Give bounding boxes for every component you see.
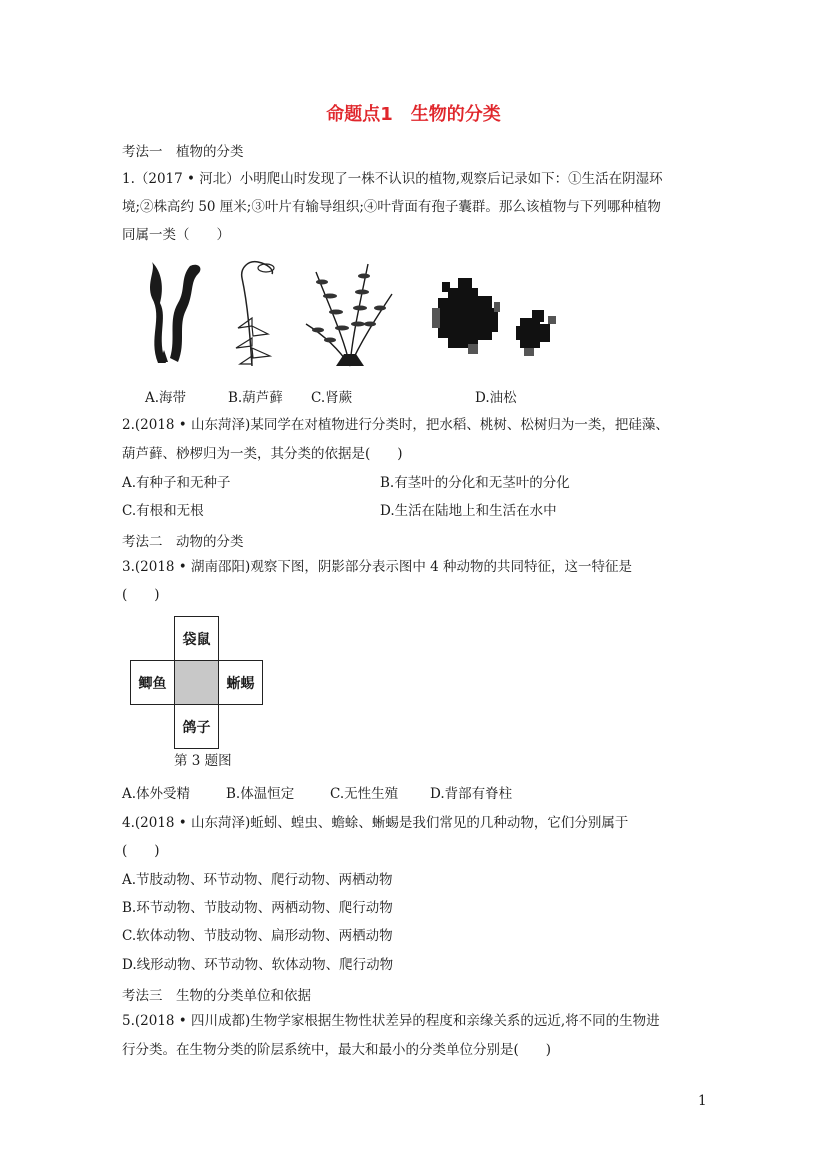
section-heading-classification-units: 考法三 生物的分类单位和依据 bbox=[122, 988, 311, 1004]
q3-option-d: D.背部有脊柱 bbox=[430, 786, 513, 802]
q4-option-a: A.节肢动物、环节动物、爬行动物、两栖动物 bbox=[122, 872, 393, 888]
cell-crucian-carp: 鲫鱼 bbox=[130, 660, 175, 705]
section-heading-plants: 考法一 植物的分类 bbox=[122, 144, 244, 160]
pine-icon bbox=[428, 268, 568, 363]
cell-lizard: 蜥蜴 bbox=[218, 660, 263, 705]
q3-text-line2: ( ) bbox=[122, 587, 160, 603]
kelp-icon bbox=[138, 258, 208, 368]
q4-option-b: B.环节动物、节肢动物、两栖动物、爬行动物 bbox=[122, 900, 393, 916]
q1-option-b: B.葫芦藓 bbox=[228, 390, 283, 406]
q4-text-line2: ( ) bbox=[122, 843, 160, 859]
q1-text-line3: 同属一类（ ） bbox=[122, 227, 230, 243]
page-title: 命题点1 生物的分类 bbox=[326, 104, 501, 125]
fern-icon bbox=[300, 258, 400, 370]
q2-option-c: C.有根和无根 bbox=[122, 503, 204, 519]
q1-option-a: A.海带 bbox=[145, 390, 187, 406]
q3-option-b: B.体温恒定 bbox=[226, 786, 295, 802]
section-heading-animals: 考法二 动物的分类 bbox=[122, 534, 244, 550]
q2-option-d: D.生活在陆地上和生活在水中 bbox=[380, 503, 557, 519]
q4-option-d: D.线形动物、环节动物、软体动物、爬行动物 bbox=[122, 957, 394, 973]
q2-option-a: A.有种子和无种子 bbox=[122, 475, 231, 491]
cell-kangaroo: 袋鼠 bbox=[174, 616, 219, 661]
q4-option-c: C.软体动物、节肢动物、扁形动物、两栖动物 bbox=[122, 928, 393, 944]
q2-text-line1: 2.(2018 • 山东菏泽)某同学在对植物进行分类时，把水稻、桃树、松树归为一类，把硅藻、 bbox=[122, 417, 669, 433]
q1-option-d: D.油松 bbox=[475, 390, 517, 406]
q4-text-line1: 4.(2018 • 山东菏泽)蚯蚓、蝗虫、蟾蜍、蜥蜴是我们常见的几种动物，它们分别属于 bbox=[122, 815, 629, 831]
q3-text-line1: 3.(2018 • 湖南邵阳)观察下图，阴影部分表示图中 4 种动物的共同特征，这一特征是 bbox=[122, 559, 632, 575]
moss-icon bbox=[228, 256, 280, 371]
q3-figure-caption: 第 3 题图 bbox=[174, 753, 232, 769]
q5-text-line2: 行分类。在生物分类的阶层系统中，最大和最小的分类单位分别是( ) bbox=[122, 1042, 552, 1058]
q2-text-line2: 葫芦藓、桫椤归为一类，其分类的依据是( ) bbox=[122, 446, 403, 462]
q3-option-a: A.体外受精 bbox=[122, 786, 191, 802]
q3-option-c: C.无性生殖 bbox=[330, 786, 399, 802]
cell-pigeon: 鸽子 bbox=[174, 704, 219, 749]
q1-text-line1: 1.（2017 • 河北）小明爬山时发现了一株不认识的植物,观察后记录如下：①生活在阴湿环 bbox=[122, 171, 663, 187]
cell-shaded-common-trait bbox=[174, 660, 219, 705]
q1-text-line2: 境;②株高约 50 厘米;③叶片有输导组织;④叶背面有孢子囊群。那么该植物与下列哪种植物 bbox=[122, 199, 661, 215]
page-number: 1 bbox=[698, 1093, 707, 1109]
q1-option-c: C.肾蕨 bbox=[311, 390, 353, 406]
q2-option-b: B.有茎叶的分化和无茎叶的分化 bbox=[380, 475, 570, 491]
q5-text-line1: 5.(2018 • 四川成都)生物学家根据生物性状差异的程度和亲缘关系的远近,将不同的生物进 bbox=[122, 1013, 660, 1029]
